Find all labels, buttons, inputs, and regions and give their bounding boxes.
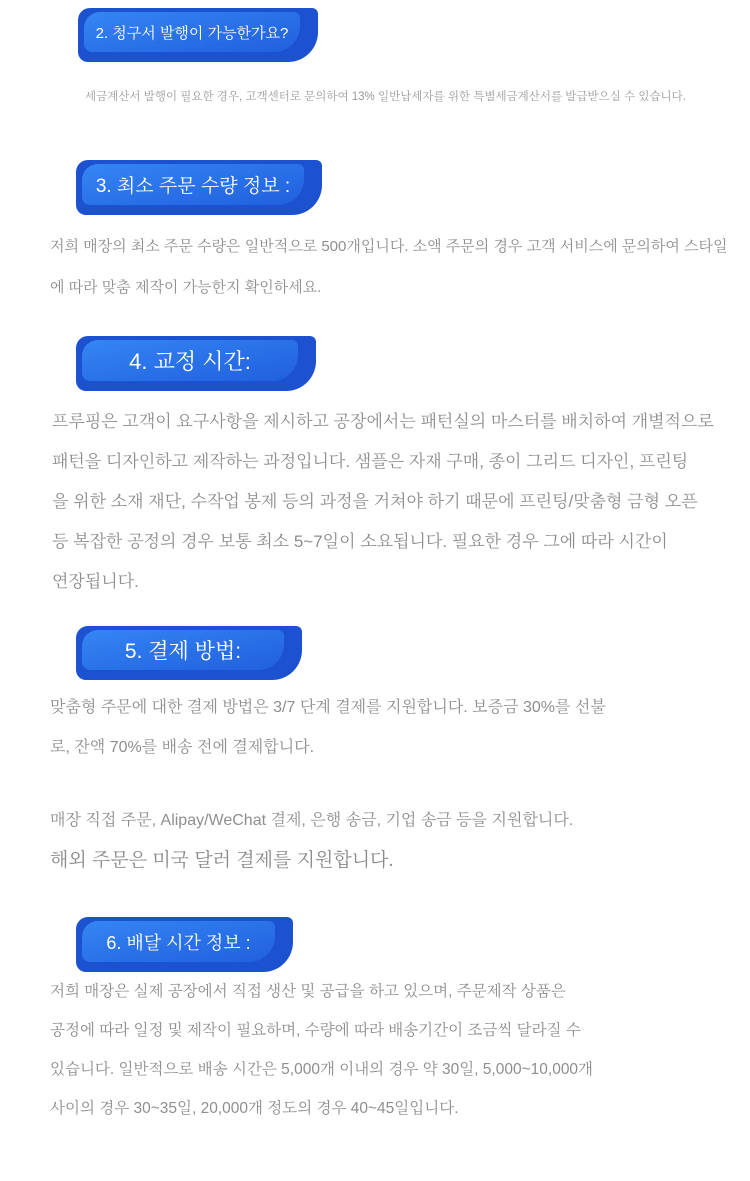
faq-heading-payment (76, 626, 302, 680)
text-line: 저희 매장의 최소 주문 수량은 일반적으로 500개입니다. 소액 주문의 경우 고객 서비스에 문의하여 스타일 (50, 238, 728, 255)
text-line: 매장 직접 주문, Alipay/WeChat 결제, 은행 송금, 기업 송금 등을 지원합니다. (50, 812, 574, 829)
text-line: 등 복잡한 공정의 경우 보통 최소 5~7일이 소요됩니다. 필요한 경우 그에 따라 시간이 (52, 532, 668, 551)
faq-answer-billing: 세금계산서 발행이 필요한 경우, 고객센터로 문의하여 13% 일반납세자를 위한 특별세금계산서를 발급받으실 수 있습니다. (85, 91, 686, 103)
text-line: 사이의 경우 30~35일, 20,000개 정도의 경우 40~45일입니다. (50, 1100, 459, 1117)
faq-answer-payment-methods (50, 801, 573, 881)
faq-heading-delivery-time (76, 917, 293, 972)
text-line: 연장됩니다. (52, 572, 139, 591)
faq-heading-billing-label: 2. 청구서 발행이 가능한가요? (84, 12, 300, 52)
faq-heading-proofing-time (76, 336, 316, 391)
text-line: 에 따라 맞춤 제작이 가능한지 확인하세요. (50, 279, 322, 296)
faq-answer-delivery-time (50, 972, 593, 1128)
faq-heading-min-order-label: 3. 최소 주문 수량 정보 : (82, 164, 304, 205)
text-line: 을 위한 소재 재단, 수작업 봉제 등의 과정을 거쳐야 하기 때문에 프린팅/맞춤형 금형 오픈 (52, 492, 698, 511)
faq-heading-proofing-time-label: 4. 교정 시간: (82, 340, 298, 381)
text-line: 공정에 따라 일정 및 제작이 필요하며, 수량에 따라 배송기간이 조금씩 달라질 수 (50, 1022, 581, 1039)
faq-heading-delivery-time-label: 6. 배달 시간 정보 : (82, 921, 275, 962)
text-line: 해외 주문은 미국 달러 결제를 지원합니다. (50, 850, 394, 871)
faq-heading-billing (78, 8, 318, 62)
text-line: 프루핑은 고객이 요구사항을 제시하고 공장에서는 패턴실의 마스터를 배치하여 개별적으로 (52, 412, 714, 431)
faq-answer-payment-terms (50, 688, 606, 768)
faq-heading-payment-label: 5. 결제 방법: (82, 630, 284, 670)
text-line: 로, 잔액 70%를 배송 전에 결제합니다. (50, 739, 315, 756)
text-line: 맞춤형 주문에 대한 결제 방법은 3/7 단계 결제를 지원합니다. 보증금 30%를 선불 (50, 699, 606, 716)
faq-answer-proofing-time (52, 402, 714, 602)
text-line: 있습니다. 일반적으로 배송 시간은 5,000개 이내의 경우 약 30일, 5,000~10,000개 (50, 1061, 594, 1078)
text-line: 패턴을 디자인하고 제작하는 과정입니다. 샘플은 자재 구매, 종이 그리드 디자인, 프린팅 (52, 452, 689, 471)
text-line: 저희 매장은 실제 공장에서 직접 생산 및 공급을 하고 있으며, 주문제작 상품은 (50, 983, 566, 1000)
faq-answer-min-order (50, 226, 727, 308)
faq-heading-min-order (76, 160, 322, 215)
